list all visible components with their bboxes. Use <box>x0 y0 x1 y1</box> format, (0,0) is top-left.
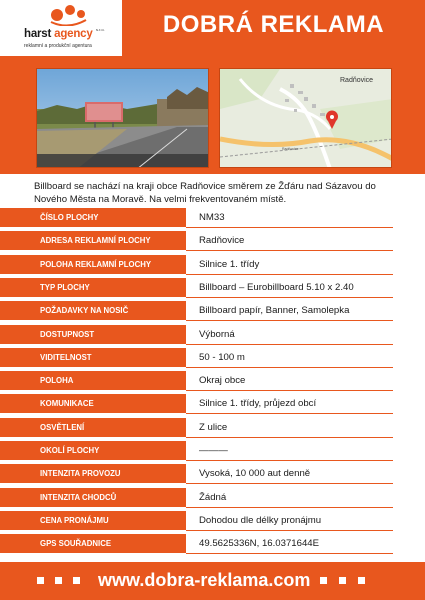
row-value: 49.5625336N, 16.0371644E <box>199 538 320 550</box>
title-bar <box>122 0 425 56</box>
map-place-label-small: Radňovice <box>282 147 299 151</box>
billboard-photo-image <box>37 69 209 168</box>
table-row <box>0 348 425 370</box>
website-link[interactable]: www.dobra-reklama.com <box>98 570 311 590</box>
row-value: 50 - 100 m <box>199 351 245 363</box>
row-value: Vysoká, 10 000 aut denně <box>199 468 311 480</box>
row-divider <box>186 367 393 368</box>
row-label: OSVĚTLENÍ <box>0 418 186 437</box>
row-value: Z ulice <box>199 421 228 433</box>
row-divider <box>186 507 393 508</box>
row-label: CENA PRONÁJMU <box>0 511 186 530</box>
header <box>0 0 425 56</box>
row-label: INTENZITA PROVOZU <box>0 464 186 483</box>
logo-sro: s.r.o. <box>96 27 105 32</box>
logo-mark-icon <box>48 4 88 26</box>
table-row <box>0 394 425 416</box>
row-label: KOMUNIKACE <box>0 394 186 413</box>
row-divider <box>186 320 393 321</box>
row-value: Billboard – Eurobillboard 5.10 x 2.40 <box>199 281 354 293</box>
row-divider <box>186 437 393 438</box>
map-place-label: Radňovice <box>340 77 374 84</box>
footer-square-icon <box>339 577 346 584</box>
row-value: Okraj obce <box>199 375 246 387</box>
row-divider <box>186 553 393 554</box>
row-label: POLOHA REKLAMNÍ PLOCHY <box>0 255 186 274</box>
location-map[interactable] <box>219 68 392 168</box>
table-row <box>0 464 425 486</box>
row-divider <box>186 344 393 345</box>
row-label: ČÍSLO PLOCHY <box>0 208 186 227</box>
row-divider <box>186 250 393 251</box>
table-row <box>0 231 425 253</box>
row-divider <box>186 390 393 391</box>
logo-tagline: reklamní a produkční agentura <box>24 43 92 49</box>
photo-strip <box>0 56 425 174</box>
row-divider <box>186 227 393 228</box>
row-divider <box>186 413 393 414</box>
row-label: POLOHA <box>0 371 186 390</box>
row-value: Dohodou dle délky pronájmu <box>199 514 322 526</box>
row-value: Silnice 1. třídy, průjezd obcí <box>199 398 317 410</box>
row-label: VIDITELNOST <box>0 348 186 367</box>
logo[interactable] <box>0 0 122 56</box>
footer-square-icon <box>73 577 80 584</box>
logo-name <box>24 28 93 40</box>
table-row <box>0 278 425 300</box>
row-divider <box>186 297 393 298</box>
footer-square-icon <box>55 577 62 584</box>
table-row <box>0 255 425 277</box>
table-row <box>0 325 425 347</box>
billboard-photo[interactable] <box>36 68 209 168</box>
row-value: NM33 <box>199 212 225 223</box>
row-divider <box>186 530 393 531</box>
description: Billboard se nachází na kraji obce Radňovice směrem ze Žďáru nad Sázavou do Nového Města na Moravě. Na velmi frekventovaném místě. <box>34 181 376 205</box>
logo-name-harst: harst <box>24 28 55 40</box>
row-value: Silnice 1. třídy <box>199 258 260 270</box>
row-value: ——— <box>199 445 228 456</box>
table-row <box>0 301 425 323</box>
footer <box>0 562 425 600</box>
table-row <box>0 371 425 393</box>
row-label: OKOLÍ PLOCHY <box>0 441 186 460</box>
table-row <box>0 488 425 510</box>
row-value: Výborná <box>199 328 235 340</box>
row-divider <box>186 274 393 275</box>
footer-square-icon <box>37 577 44 584</box>
table-row <box>0 441 425 463</box>
footer-square-icon <box>320 577 327 584</box>
row-label: POŽADAVKY NA NOSIČ <box>0 301 186 320</box>
row-value: Radňovice <box>199 235 245 247</box>
table-row <box>0 418 425 440</box>
row-label: TYP PLOCHY <box>0 278 186 297</box>
row-divider <box>186 483 393 484</box>
footer-square-icon <box>358 577 365 584</box>
row-label: GPS SOUŘADNICE <box>0 534 186 553</box>
row-value: Billboard papír, Banner, Samolepka <box>199 305 350 317</box>
table-row <box>0 208 425 230</box>
row-value: Žádná <box>199 491 227 503</box>
row-label: INTENZITA CHODCŮ <box>0 488 186 507</box>
logo-name-agency: agency <box>54 28 93 40</box>
row-divider <box>186 460 393 461</box>
table-row <box>0 511 425 533</box>
table-row <box>0 534 425 556</box>
row-label: ADRESA REKLAMNÍ PLOCHY <box>0 231 186 250</box>
page-title: DOBRÁ REKLAMA <box>162 11 385 38</box>
row-label: DOSTUPNOST <box>0 325 186 344</box>
